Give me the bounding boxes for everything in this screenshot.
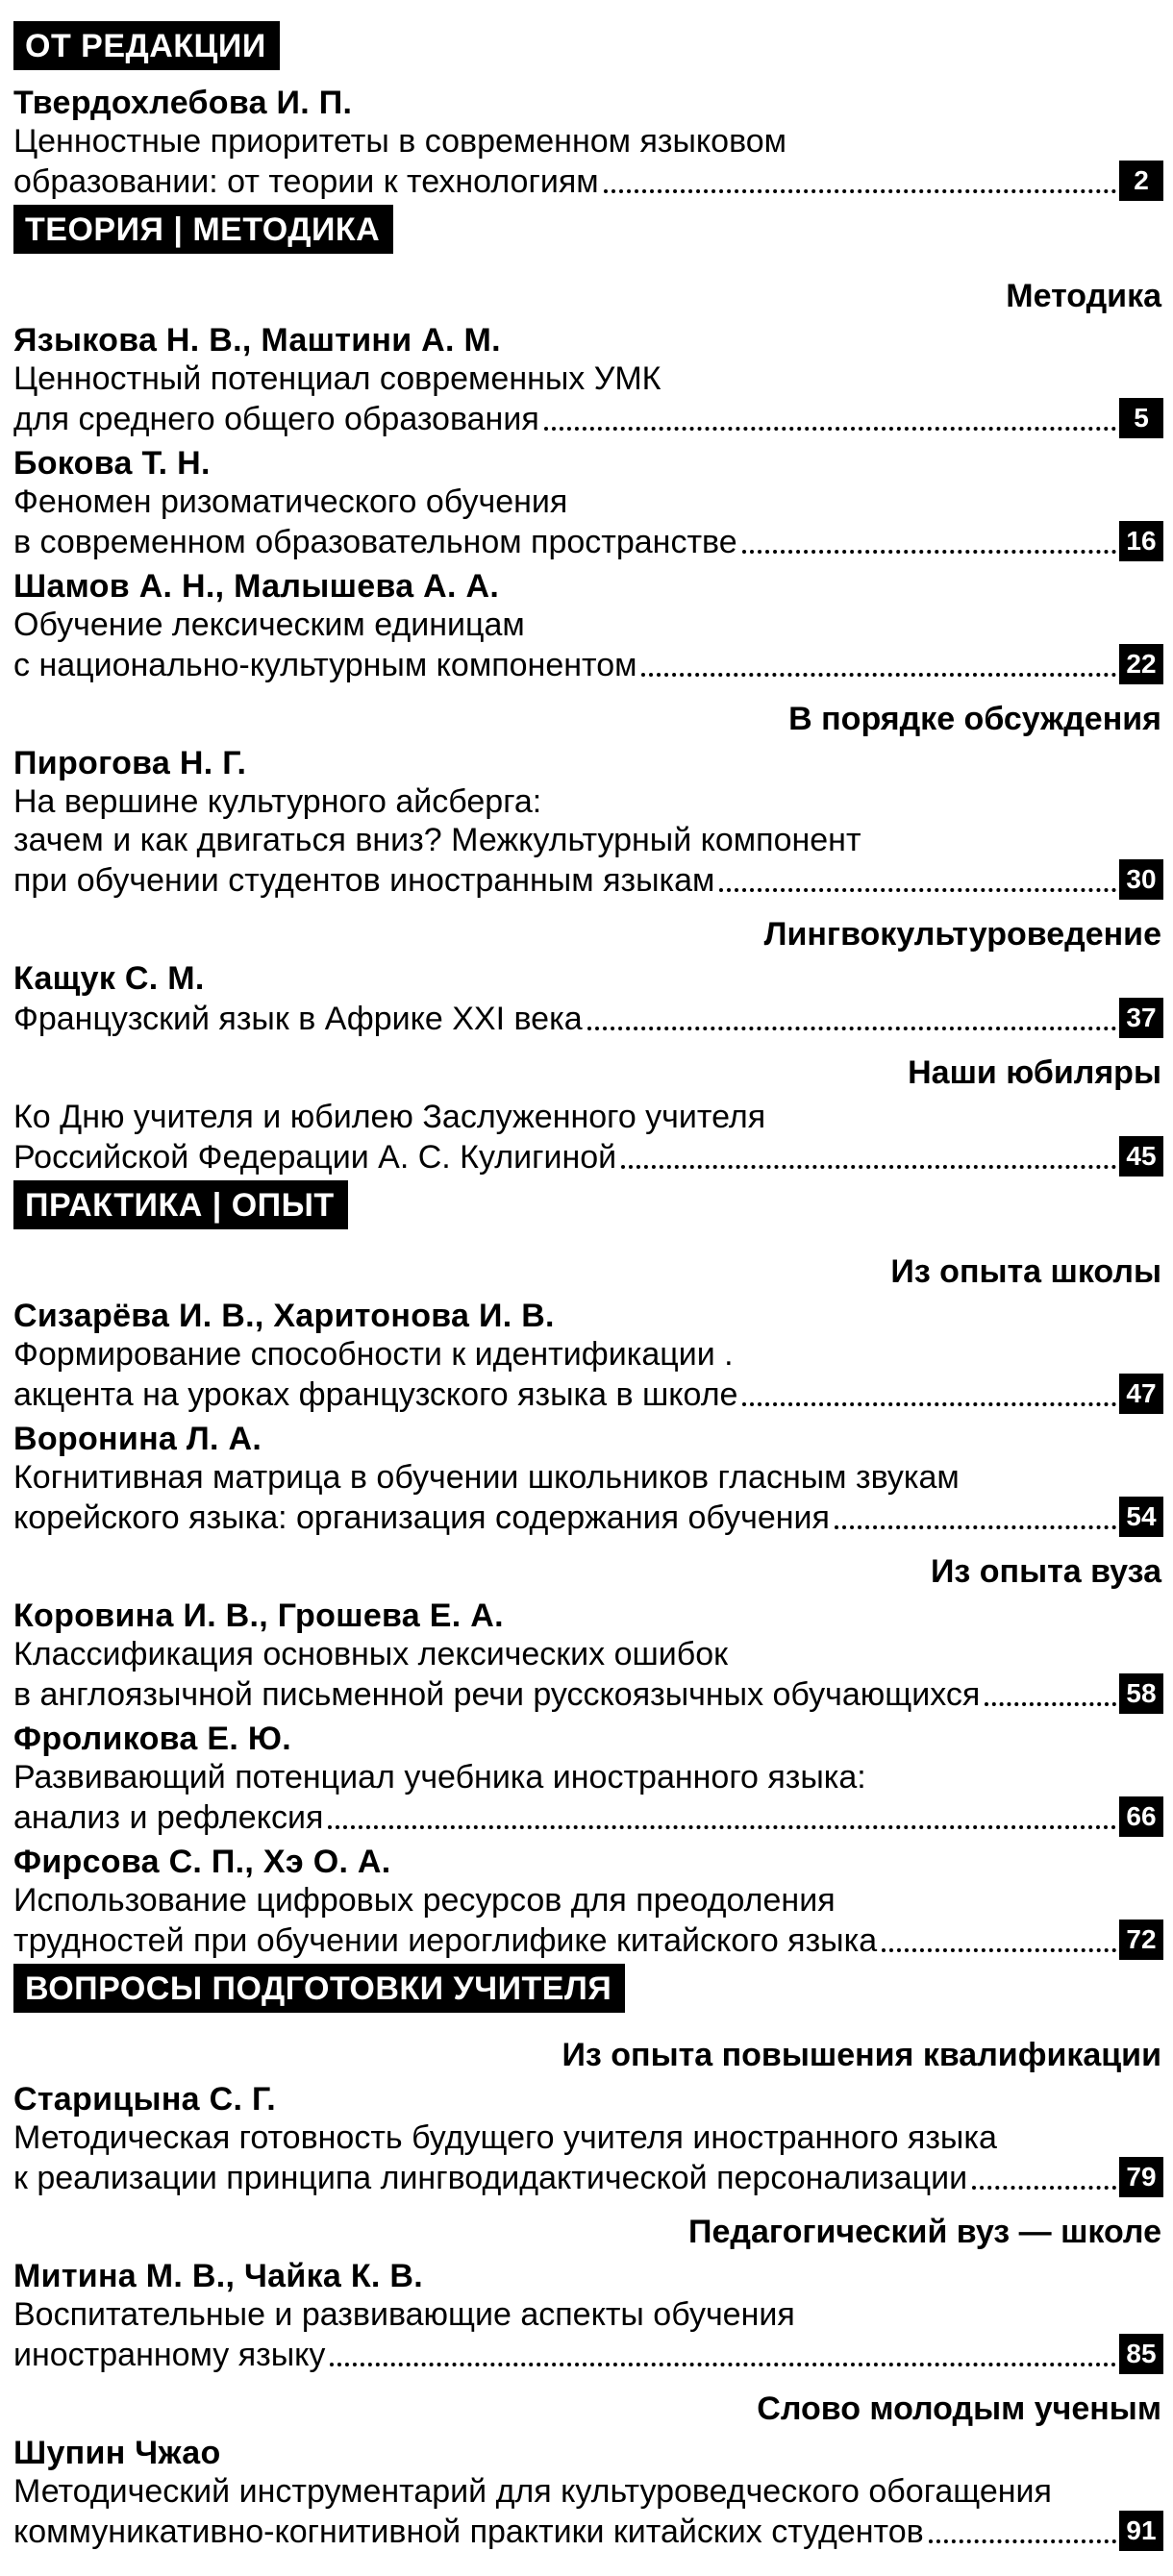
toc-entry xyxy=(13,2080,1163,2197)
entry-title-lastline xyxy=(13,1673,1163,1714)
section-header-bar: ТЕОРИЯ | МЕТОДИКА xyxy=(13,205,393,254)
entry-authors: Коровина И. В., Грошева Е. А. xyxy=(13,1598,504,1634)
dot-leader xyxy=(929,2539,1116,2543)
entry-authors: Твердохлебова И. П. xyxy=(13,85,353,121)
entry-title-line: при обучении студентов иностранным языкам xyxy=(13,862,715,899)
dot-leader xyxy=(882,1948,1116,1952)
entry-title-lastline xyxy=(13,859,1163,900)
entry-authors: Языкова Н. В., Маштини А. М. xyxy=(13,322,501,359)
entry-authors: Бокова Т. Н. xyxy=(13,445,211,482)
toc-entry xyxy=(13,2257,1163,2374)
entry-title-line: образовании: от теории к технологиям xyxy=(13,163,599,200)
entry-title-line: в современном образовательном пространстве xyxy=(13,524,737,560)
entry-authors: Старицына С. Г. xyxy=(13,2081,277,2118)
entry-title-line: Развивающий потенциал учебника иностранного языка: xyxy=(13,1759,866,1796)
entry-title-line: зачем и как двигаться вниз? Межкультурный компонент xyxy=(13,822,861,858)
toc-entry xyxy=(13,84,1163,201)
entry-title-lastline xyxy=(13,1796,1163,1837)
entry-title-line: Использование цифровых ресурсов для преодоления xyxy=(13,1882,836,1919)
page-number-badge: 79 xyxy=(1119,2157,1163,2197)
toc-entry xyxy=(13,1843,1163,1960)
entry-title-line: Обучение лексическим единицам xyxy=(13,607,525,643)
toc-entry xyxy=(13,1098,1163,1177)
entry-authors: Сизарёва И. В., Харитонова И. В. xyxy=(13,1298,555,1334)
entry-title-lastline xyxy=(13,161,1163,201)
entry-title-line: Ценностные приоритеты в современном языковом xyxy=(13,123,787,160)
entry-authors: Пирогова Н. Г. xyxy=(13,745,247,781)
dot-leader xyxy=(328,1825,1116,1829)
page-number-badge: 16 xyxy=(1119,521,1163,561)
toc-section xyxy=(13,1177,1163,1960)
dot-leader xyxy=(604,189,1116,193)
entry-title-lastline xyxy=(13,2511,1163,2551)
page-number-badge: 85 xyxy=(1119,2334,1163,2374)
toc-entry xyxy=(13,321,1163,438)
entry-authors: Шупин Чжао xyxy=(13,2435,221,2471)
toc-entry xyxy=(13,1420,1163,1537)
entry-title-lastline xyxy=(13,998,1163,1038)
entry-title-line: трудностей при обучении иероглифике китайского языка xyxy=(13,1922,878,1959)
rubric-label: Слово молодым ученым xyxy=(757,2390,1161,2427)
entry-title-line: акцента на уроках французского языка в школе xyxy=(13,1376,738,1413)
dot-leader xyxy=(330,2363,1116,2366)
page-number-badge: 37 xyxy=(1119,998,1163,1038)
dot-leader xyxy=(641,673,1116,677)
toc-entry xyxy=(13,2434,1163,2551)
toc-section xyxy=(13,17,1163,201)
entry-title-line: Ко Дню учителя и юбилею Заслуженного учителя xyxy=(13,1099,766,1135)
entry-title-lastline xyxy=(13,1136,1163,1177)
entry-authors: Митина М. В., Чайка К. В. xyxy=(13,2258,423,2294)
entry-title-line: в англоязычной письменной речи русскоязычных обучающихся xyxy=(13,1676,981,1713)
toc-entry xyxy=(13,1597,1163,1714)
entry-title-lastline xyxy=(13,644,1163,684)
page-number-badge: 30 xyxy=(1119,859,1163,900)
entry-authors: Воронина Л. А. xyxy=(13,1421,262,1457)
rubric-label: Из опыта школы xyxy=(890,1253,1161,1290)
entry-title-line: Российской Федерации А. С. Кулигиной xyxy=(13,1139,617,1176)
entry-title-line: иностранному языку xyxy=(13,2337,326,2373)
rubric-label: В порядке обсуждения xyxy=(788,701,1161,737)
entry-title-lastline xyxy=(13,2334,1163,2374)
entry-authors: Фроликова Е. Ю. xyxy=(13,1721,291,1757)
page-number-badge: 22 xyxy=(1119,644,1163,684)
toc-section xyxy=(13,201,1163,1177)
page-number-badge: 72 xyxy=(1119,1920,1163,1960)
dot-leader xyxy=(719,888,1116,892)
page-number-badge: 45 xyxy=(1119,1136,1163,1177)
entry-title-line: На вершине культурного айсберга: xyxy=(13,783,542,820)
page-number-badge: 47 xyxy=(1119,1374,1163,1414)
entry-title-line: для среднего общего образования xyxy=(13,401,539,437)
entry-authors: Шамов А. Н., Малышева А. А. xyxy=(13,568,500,605)
rubric-label: Из опыта повышения квалификации xyxy=(562,2037,1161,2073)
entry-title-line: Методическая готовность будущего учителя иностранного языка xyxy=(13,2119,997,2156)
dot-leader xyxy=(985,1702,1116,1706)
entry-title-lastline xyxy=(13,398,1163,438)
page-number-badge: 91 xyxy=(1119,2511,1163,2551)
section-header-bar: ВОПРОСЫ ПОДГОТОВКИ УЧИТЕЛЯ xyxy=(13,1964,625,2013)
entry-title-line: Французский язык в Африке XXI века xyxy=(13,1001,583,1037)
entry-title-line: Воспитательные и развивающие аспекты обучения xyxy=(13,2296,795,2333)
rubric-label: Из опыта вуза xyxy=(930,1553,1161,1590)
section-header-bar: ПРАКТИКА | ОПЫТ xyxy=(13,1180,348,1229)
toc-section xyxy=(13,1960,1163,2551)
dot-leader xyxy=(742,550,1116,554)
entry-title-line: Формирование способности к идентификации . xyxy=(13,1336,734,1373)
page-number-badge: 54 xyxy=(1119,1497,1163,1537)
page-number-badge: 5 xyxy=(1119,398,1163,438)
entry-title-lastline xyxy=(13,2157,1163,2197)
dot-leader xyxy=(972,2186,1116,2190)
entry-title-line: анализ и рефлексия xyxy=(13,1799,324,1836)
entry-title-line: коммуникативно-когнитивной практики китайских студентов xyxy=(13,2514,924,2550)
dot-leader xyxy=(621,1165,1116,1169)
page-number-badge: 2 xyxy=(1119,161,1163,201)
entry-title-lastline xyxy=(13,1374,1163,1414)
dot-leader xyxy=(742,1402,1116,1406)
entry-title-line: Феномен ризоматического обучения xyxy=(13,483,568,520)
dot-leader xyxy=(587,1027,1116,1030)
toc-entry xyxy=(13,959,1163,1038)
entry-title-line: с национально-культурным компонентом xyxy=(13,647,637,683)
dot-leader xyxy=(835,1525,1116,1529)
rubric-label: Методика xyxy=(1006,278,1161,314)
toc-entry xyxy=(13,567,1163,684)
entry-title-line: корейского языка: организация содержания обучения xyxy=(13,1499,830,1536)
entry-title-line: Когнитивная матрица в обучении школьников гласным звукам xyxy=(13,1459,960,1496)
page-number-badge: 66 xyxy=(1119,1796,1163,1837)
rubric-label: Наши юбиляры xyxy=(908,1054,1161,1091)
entry-title-line: Методический инструментарий для культуроведческого обогащения xyxy=(13,2473,1052,2510)
section-header-bar: ОТ РЕДАКЦИИ xyxy=(13,21,280,70)
entry-title-lastline xyxy=(13,521,1163,561)
entry-title-lastline xyxy=(13,1920,1163,1960)
page-number-badge: 58 xyxy=(1119,1673,1163,1714)
toc-entry xyxy=(13,444,1163,561)
rubric-label: Лингвокультуроведение xyxy=(763,916,1161,953)
entry-title-line: Ценностный потенциал современных УМК xyxy=(13,360,661,397)
toc-entry xyxy=(13,1720,1163,1837)
entry-title-line: Классификация основных лексических ошибок xyxy=(13,1636,729,1672)
entry-title-lastline xyxy=(13,1497,1163,1537)
toc-entry xyxy=(13,1297,1163,1414)
entry-title-line: к реализации принципа лингводидактической персонализации xyxy=(13,2160,968,2196)
rubric-label: Педагогический вуз — школе xyxy=(688,2214,1161,2250)
dot-leader xyxy=(544,427,1116,431)
toc-entry xyxy=(13,744,1163,900)
entry-authors: Фирсова С. П., Хэ О. А. xyxy=(13,1844,391,1880)
entry-authors: Кащук С. М. xyxy=(13,960,205,997)
